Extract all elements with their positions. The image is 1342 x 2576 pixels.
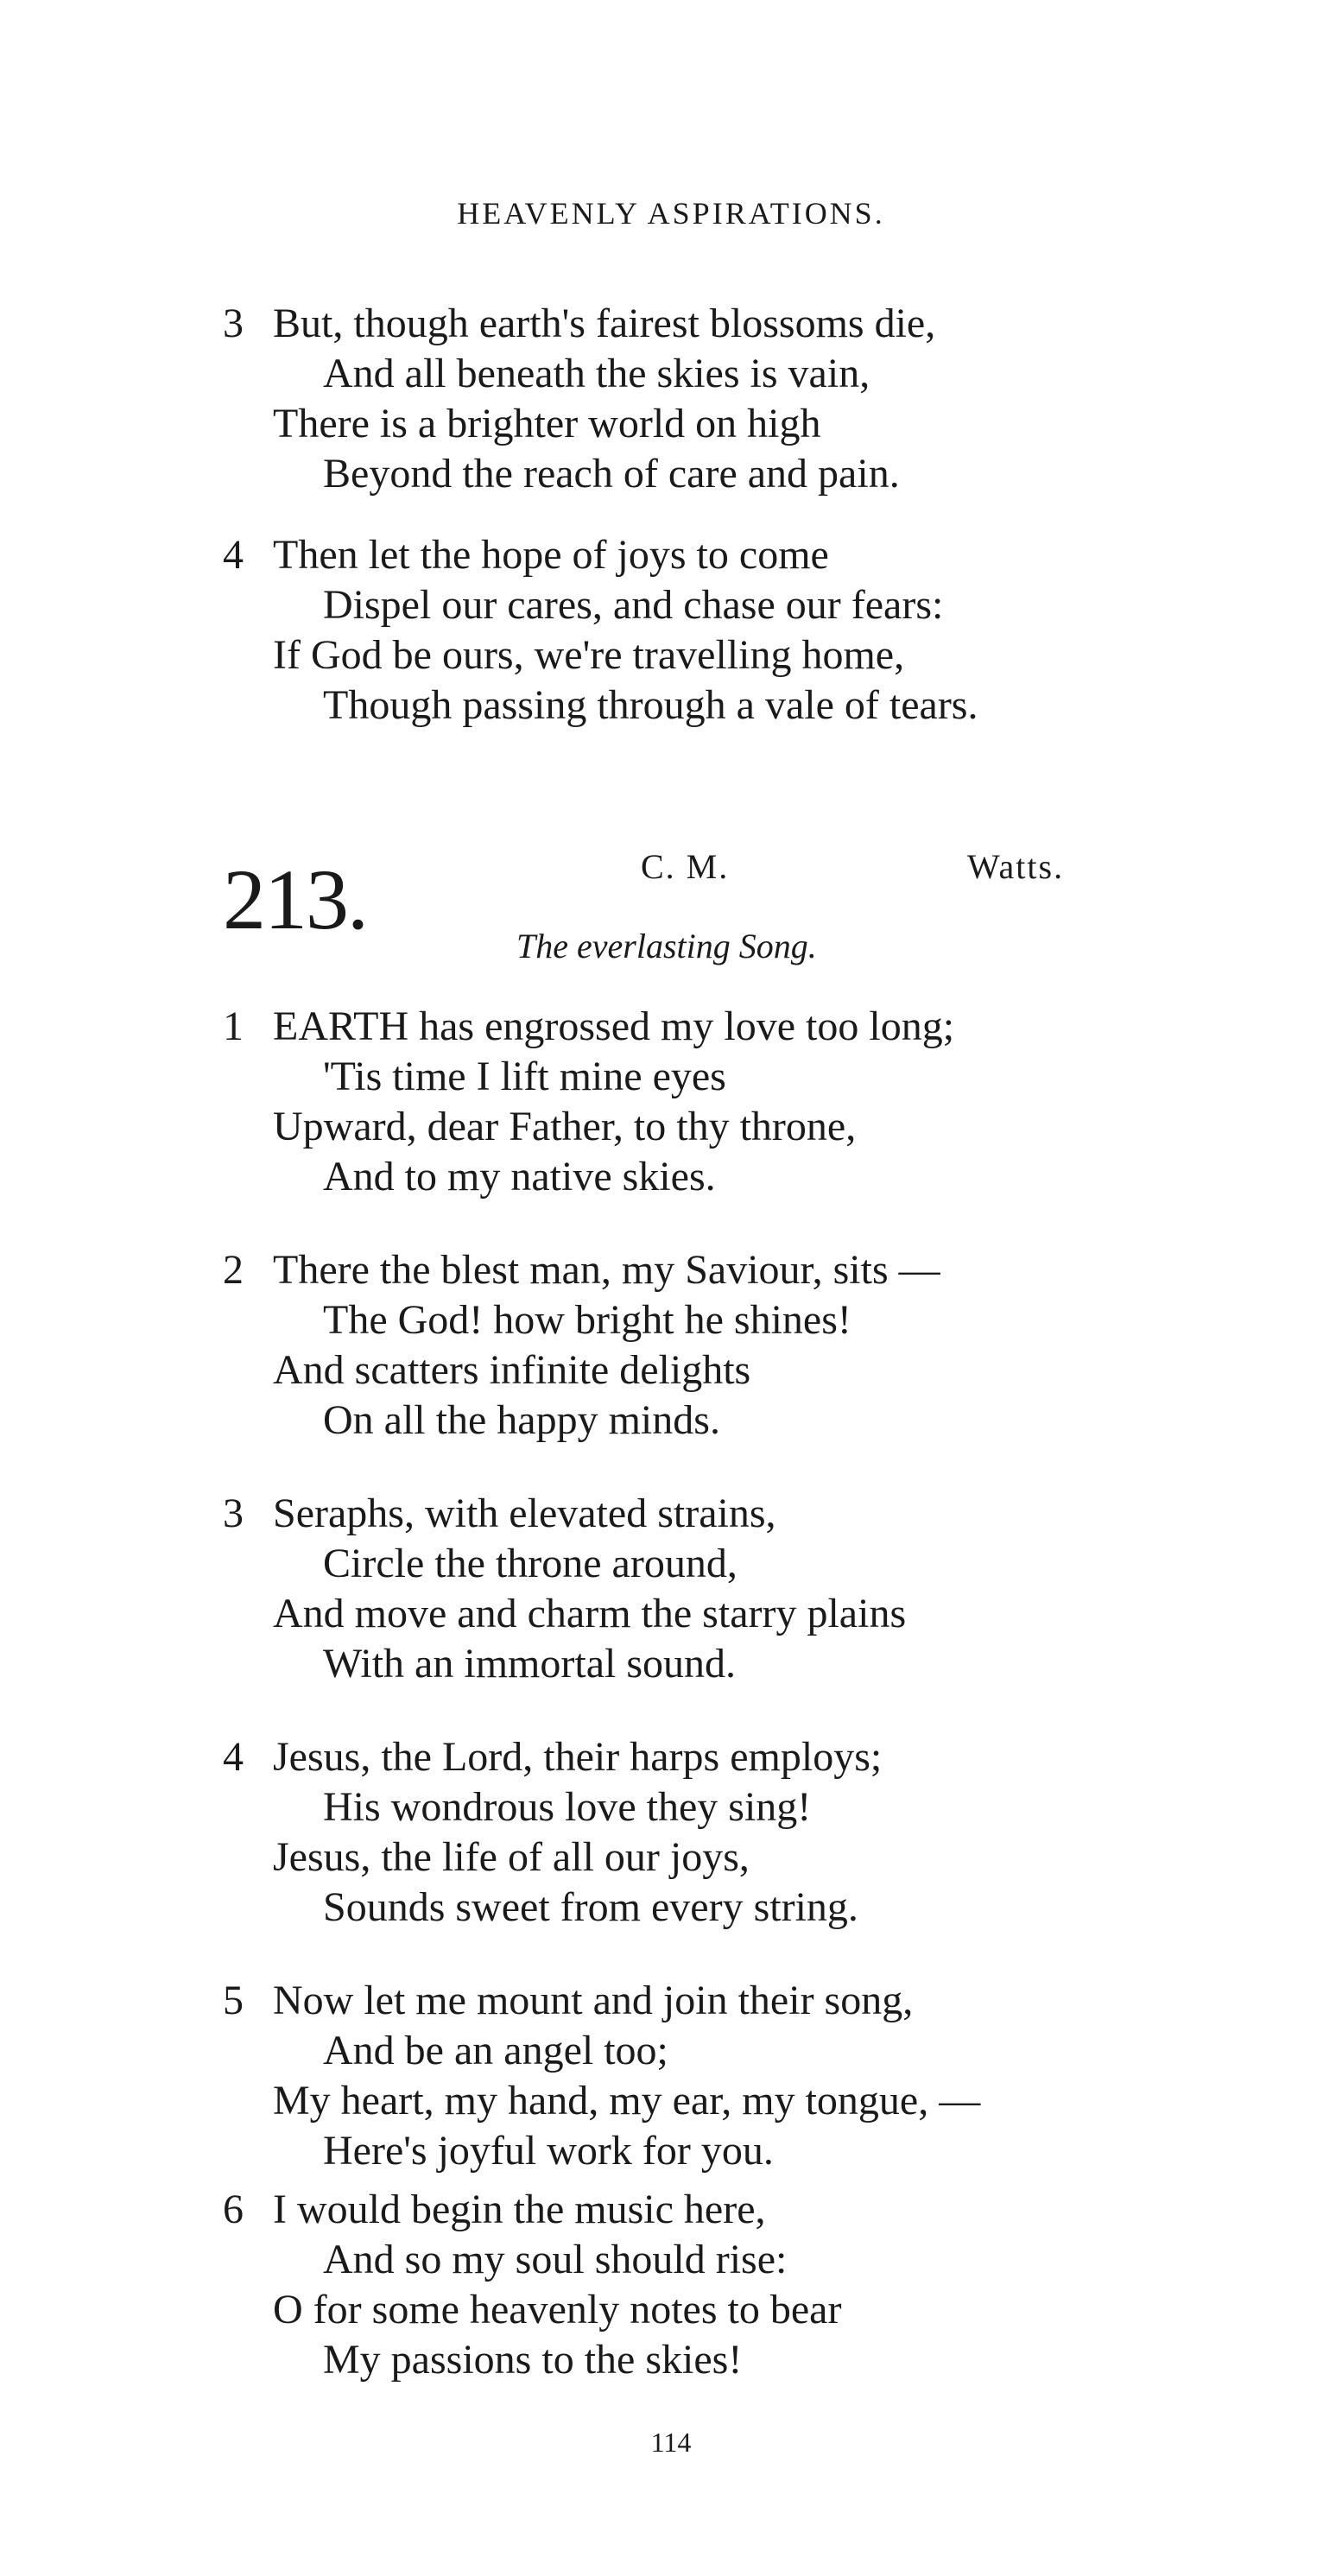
verse-line: 'Tis time I lift mine eyes [323,1054,726,1099]
stanza-number: 1 [223,1003,244,1049]
verse-line: And be an angel too; [323,2028,668,2073]
stanza-6 [223,2185,1259,2385]
running-head: HEAVENLY ASPIRATIONS. [457,196,885,231]
stanza-number: 6 [223,2187,244,2232]
stanza-4 [223,1732,1259,1933]
verse-line: Sounds sweet from every string. [323,1884,858,1930]
stanza-2 [223,1245,1259,1446]
verse-line: His wondrous love they sing! [323,1784,812,1830]
verse-line: And move and charm the starry plains [273,1591,907,1636]
verse-line: My passions to the skies! [323,2337,743,2383]
verse-line: Upward, dear Father, to thy throne, [273,1104,857,1149]
verse-line: Then let the hope of joys to come [273,532,829,578]
verse-line: Here's joyful work for you. [323,2128,774,2174]
verse-line: And all beneath the skies is vain, [323,351,870,396]
stanza-prev-3 [223,299,1259,499]
page-number: 114 [650,2427,692,2458]
stanza-prev-4 [223,530,1259,731]
verse-line: There the blest man, my Saviour, sits — [273,1247,940,1293]
verse-line: Though passing through a vale of tears. [323,682,978,728]
verse-line: O for some heavenly notes to bear [273,2287,842,2332]
stanza-3 [223,1489,1259,1689]
verse-line: Circle the throne around, [323,1541,737,1586]
hymn-title: The everlasting Song. [516,927,817,965]
verse-line: And scatters infinite delights [273,1347,751,1393]
verse-line: Jesus, the life of all our joys, [273,1834,750,1880]
verse-line: There is a brighter world on high [273,401,821,446]
verse-line: If God be ours, we're travelling home, [273,632,905,678]
verse-line: Jesus, the Lord, their harps employs; [273,1734,883,1780]
verse-line: And to my native skies. [323,1154,716,1199]
verse-line: With an immortal sound. [323,1641,737,1687]
verse-line: On all the happy minds. [323,1397,720,1443]
stanza-number: 5 [223,1978,244,2023]
stanza-1 [223,1002,1259,1202]
stanza-number: 3 [223,301,244,346]
stanza-number: 4 [223,1734,244,1780]
verse-line: Seraphs, with elevated strains, [273,1491,776,1536]
verse-line: Dispel our cares, and chase our fears: [323,582,944,628]
stanza-number: 4 [223,532,244,578]
verse-line: But, though earth's fairest blossoms die, [273,301,936,346]
verse-line: The God! how bright he shines! [323,1297,851,1343]
stanza-number: 3 [223,1491,244,1536]
verse-line: And so my soul should rise: [323,2237,788,2282]
hymn-author: Watts. [967,847,1065,886]
verse-line: Now let me mount and join their song, [273,1978,914,2023]
stanza-number: 2 [223,1247,244,1293]
verse-line: Beyond the reach of care and pain. [323,451,900,497]
verse-line: I would begin the music here, [273,2187,766,2232]
hymn-number: 213. [223,851,367,947]
verse-line: My heart, my hand, my ear, my tongue, — [273,2078,981,2123]
hymn-meter: C. M. [641,847,730,886]
stanza-5 [223,1976,1259,2176]
verse-line: EARTH has engrossed my love too long; [273,1003,955,1049]
